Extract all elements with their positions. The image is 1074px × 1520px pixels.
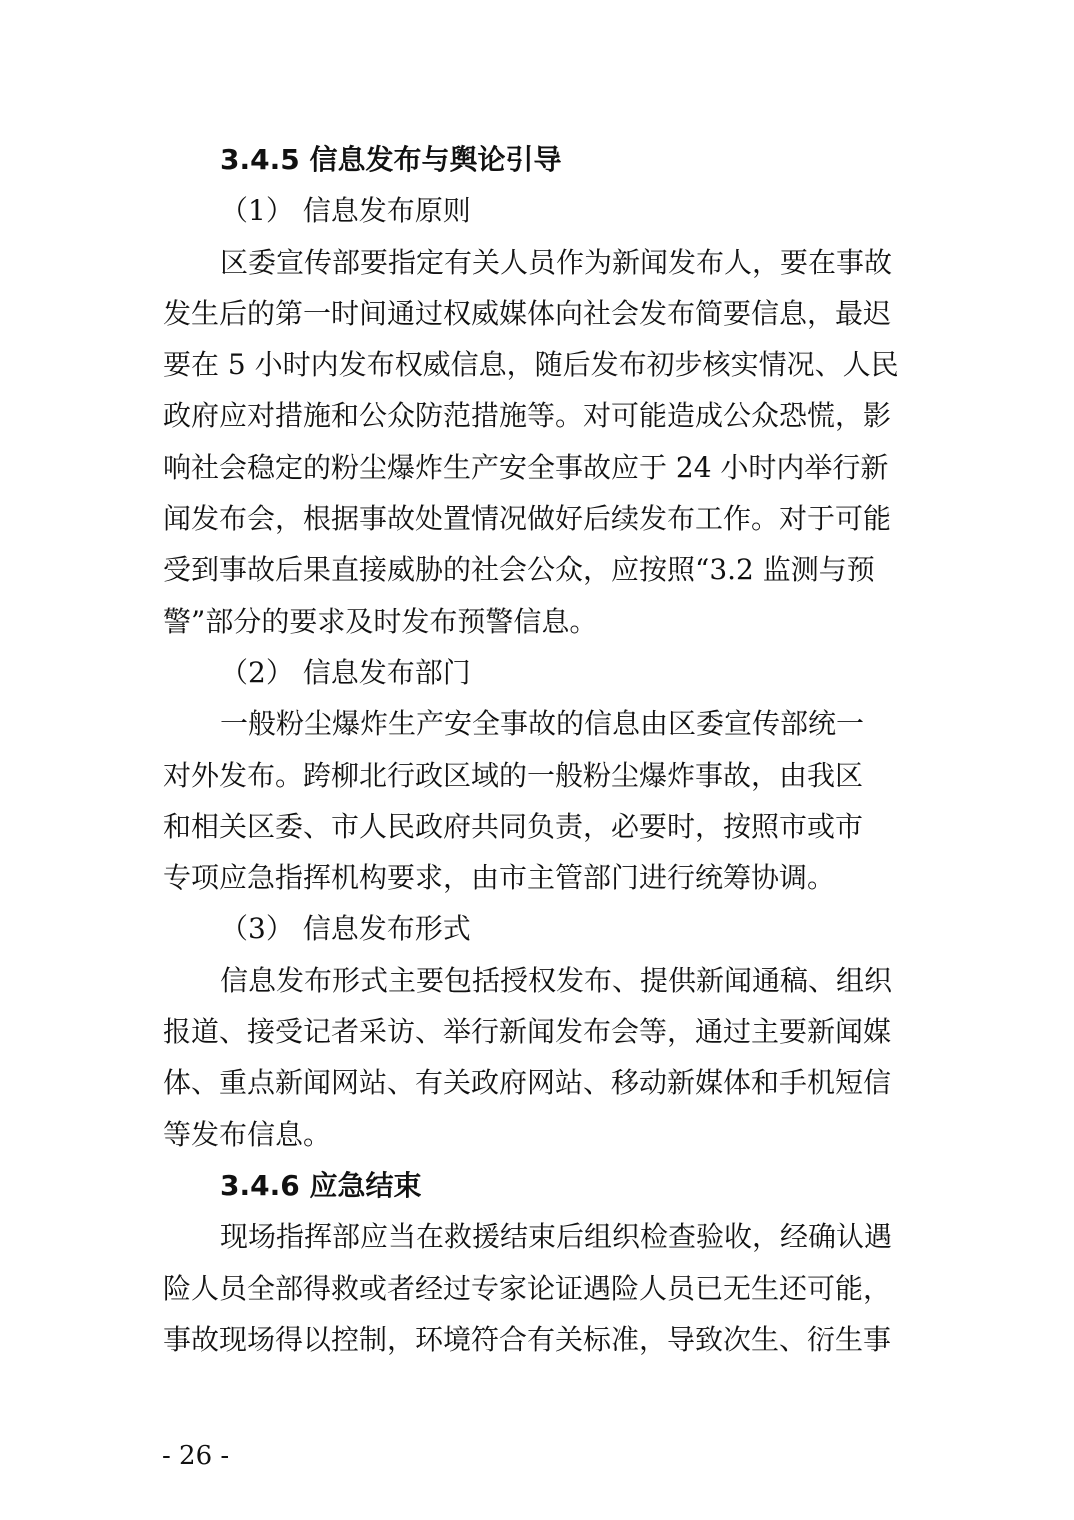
paragraph-line: 信息发布形式主要包括授权发布、提供新闻通稿、组织 — [220, 963, 893, 997]
paragraph-line: 对外发布。跨柳北行政区域的一般粉尘爆炸事故，由我区 — [163, 758, 864, 792]
subheading-release-form: （3） 信息发布形式 — [220, 912, 471, 946]
paragraph-line: 政府应对措施和公众防范措施等。对可能造成公众恐慌，影 — [163, 399, 892, 433]
paragraph-line: 等发布信息。 — [163, 1117, 332, 1151]
paragraph-line: 专项应急指挥机构要求，由市主管部门进行统筹协调。 — [163, 861, 836, 895]
paragraph-line: 现场指挥部应当在救援结束后组织检查验收，经确认遇 — [220, 1220, 893, 1254]
paragraph-line: 一般粉尘爆炸生产安全事故的信息由区委宣传部统一 — [220, 707, 865, 741]
paragraph-line: 响社会稳定的粉尘爆炸生产安全事故应于 24 小时内举行新 — [163, 450, 889, 484]
paragraph-line: 区委宣传部要指定有关人员作为新闻发布人，要在事故 — [220, 245, 893, 279]
subheading-release-department: （2） 信息发布部门 — [220, 655, 471, 689]
paragraph-line: 受到事故后果直接威胁的社会公众，应按照“3.2 监测与预 — [163, 553, 875, 587]
subheading-release-principles: （1） 信息发布原则 — [220, 194, 471, 228]
page-body — [0, 134, 1074, 1365]
paragraph-line: 闻发布会，根据事故处置情况做好后续发布工作。对于可能 — [163, 502, 892, 536]
paragraph-line: 体、重点新闻网站、有关政府网站、移动新媒体和手机短信 — [163, 1066, 892, 1100]
paragraph-line: 和相关区委、市人民政府共同负责，必要时，按照市或市 — [163, 809, 864, 843]
paragraph-line: 要在 5 小时内发布权威信息，随后发布初步核实情况、人民 — [163, 348, 899, 382]
paragraph-line: 警”部分的要求及时发布预警信息。 — [163, 604, 598, 638]
paragraph-line: 事故现场得以控制，环境符合有关标准，导致次生、衍生事 — [163, 1322, 892, 1356]
page-number: - 26 - — [162, 1441, 230, 1471]
paragraph-line: 报道、接受记者采访、举行新闻发布会等，通过主要新闻媒 — [163, 1015, 892, 1049]
section-heading-3-4-5: 3.4.5 信息发布与舆论引导 — [220, 143, 562, 176]
paragraph-line: 险人员全部得救或者经过专家论证遇险人员已无生还可能， — [163, 1271, 892, 1305]
section-heading-3-4-6: 3.4.6 应急结束 — [220, 1168, 422, 1202]
paragraph-line: 发生后的第一时间通过权威媒体向社会发布简要信息，最迟 — [163, 296, 892, 330]
